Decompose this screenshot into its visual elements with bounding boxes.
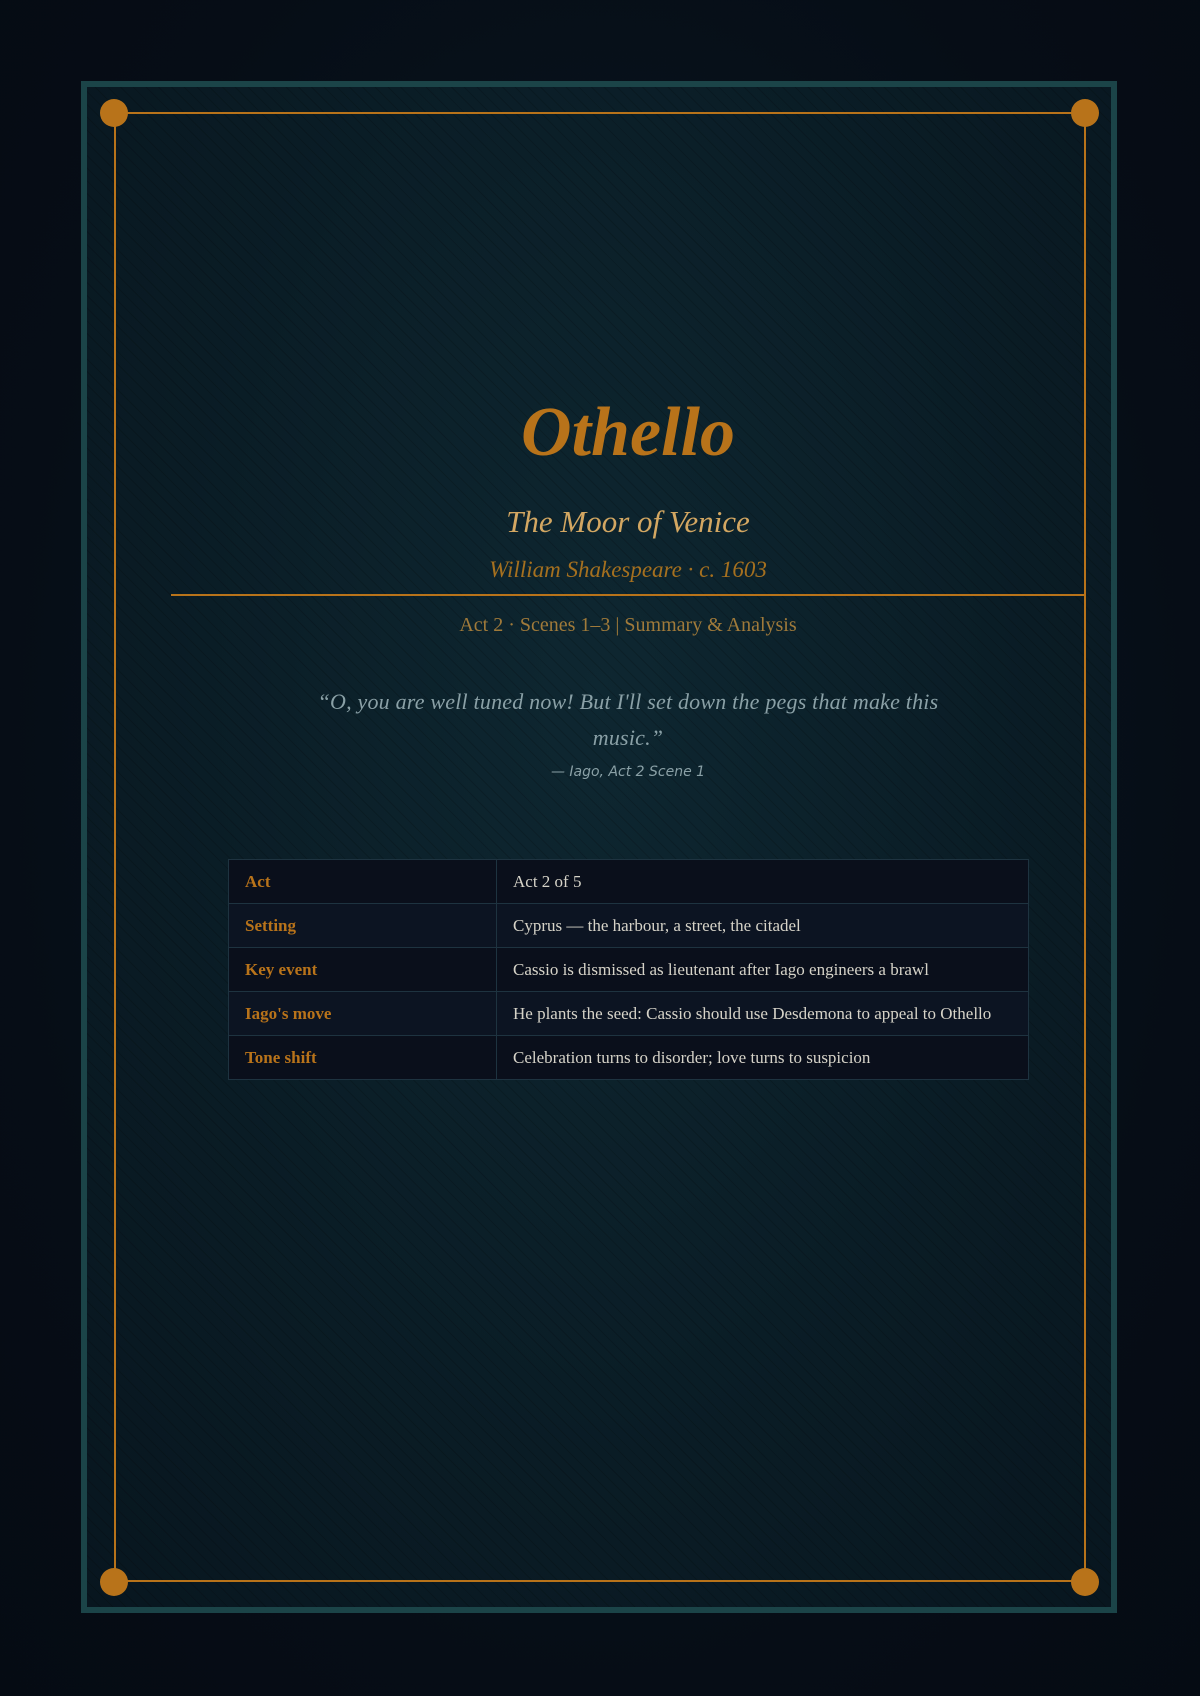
table-row <box>229 904 1029 948</box>
row-value: He plants the seed: Cassio should use Desdemona to appeal to Othello <box>497 992 1029 1036</box>
title-divider <box>171 594 1086 596</box>
corner-ornament-top-left <box>100 99 128 127</box>
row-label: Tone shift <box>229 1036 497 1080</box>
corner-ornament-bottom-left <box>100 1568 128 1596</box>
corner-ornament-top-right <box>1071 99 1099 127</box>
page-frame <box>81 81 1117 1613</box>
row-label: Key event <box>229 948 497 992</box>
row-value: Act 2 of 5 <box>497 860 1029 904</box>
page-title: Othello <box>521 394 735 471</box>
table-row <box>229 948 1029 992</box>
table-row <box>229 860 1029 904</box>
row-value: Celebration turns to disorder; love turns to suspicion <box>497 1036 1029 1080</box>
details-table <box>228 859 1029 1080</box>
epigraph-attribution: — Iago, Act 2 Scene 1 <box>550 764 706 780</box>
row-label: Act <box>229 860 497 904</box>
row-label: Iago's move <box>229 992 497 1036</box>
table-row <box>229 992 1029 1036</box>
row-value: Cassio is dismissed as lieutenant after Iago engineers a brawl <box>497 948 1029 992</box>
author-line: William Shakespeare · c. 1603 <box>489 557 767 582</box>
table-row <box>229 1036 1029 1080</box>
page-subtitle: The Moor of Venice <box>506 504 750 539</box>
section-heading: Act 2 · Scenes 1–3 | Summary & Analysis <box>459 614 797 636</box>
row-label: Setting <box>229 904 497 948</box>
row-value: Cyprus — the harbour, a street, the citadel <box>497 904 1029 948</box>
corner-ornament-bottom-right <box>1071 1568 1099 1596</box>
epigraph-quote: “O, you are well tuned now! But I'll set down the pegs that make this music.” <box>317 689 939 750</box>
